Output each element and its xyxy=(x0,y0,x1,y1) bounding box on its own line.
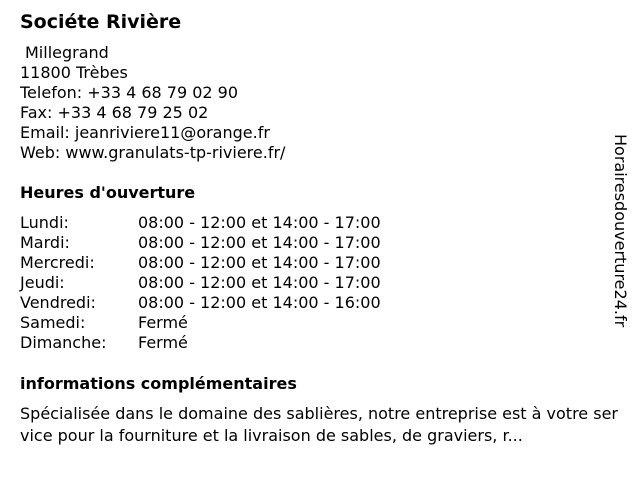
opening-hours-heading: Heures d'ouverture xyxy=(20,183,196,202)
hours-row-monday xyxy=(20,213,381,233)
site-watermark: Horairesdouverture24.fr xyxy=(611,134,630,328)
street-address: Millegrand xyxy=(25,43,109,62)
hours-row-tuesday xyxy=(20,233,381,253)
phone-number[interactable]: Telefon: +33 4 68 79 02 90 xyxy=(20,83,239,102)
company-name: Sociéte Rivière xyxy=(20,11,182,33)
contact-block xyxy=(20,43,285,163)
hours-value: 08:00 - 12:00 et 14:00 - 16:00 xyxy=(138,293,381,312)
hours-row-saturday xyxy=(20,313,381,333)
day-label: Samedi: xyxy=(20,313,86,332)
day-label: Vendredi: xyxy=(20,293,96,312)
hours-value: 08:00 - 12:00 et 14:00 - 17:00 xyxy=(138,233,381,252)
city-address: 11800 Trèbes xyxy=(20,63,128,82)
hours-row-wednesday xyxy=(20,253,381,273)
company-description: Spécialisée dans le domaine des sablières, notre entreprise est à votre service pour la fourniture et la livraison de sables, de graviers, r... xyxy=(20,404,618,445)
email-address[interactable]: Email: jeanriviere11@orange.fr xyxy=(20,123,270,142)
day-label: Dimanche: xyxy=(20,333,107,352)
website-link[interactable]: Web: www.granulats-tp-riviere.fr/ xyxy=(20,143,286,162)
hours-value: 08:00 - 12:00 et 14:00 - 17:00 xyxy=(138,213,381,232)
hours-value: 08:00 - 12:00 et 14:00 - 17:00 xyxy=(138,253,381,272)
day-label: Mercredi: xyxy=(20,253,95,272)
hours-row-sunday xyxy=(20,333,381,353)
hours-value: 08:00 - 12:00 et 14:00 - 17:00 xyxy=(138,273,381,292)
fax-number: Fax: +33 4 68 79 25 02 xyxy=(20,103,209,122)
hours-value: Fermé xyxy=(138,313,188,332)
day-label: Jeudi: xyxy=(20,273,65,292)
day-label: Mardi: xyxy=(20,233,70,252)
hours-row-friday xyxy=(20,293,381,313)
opening-hours-table xyxy=(20,213,381,353)
day-label: Lundi: xyxy=(20,213,69,232)
hours-value: Fermé xyxy=(138,333,188,352)
hours-row-thursday xyxy=(20,273,381,293)
additional-info-heading: informations complémentaires xyxy=(20,374,297,393)
